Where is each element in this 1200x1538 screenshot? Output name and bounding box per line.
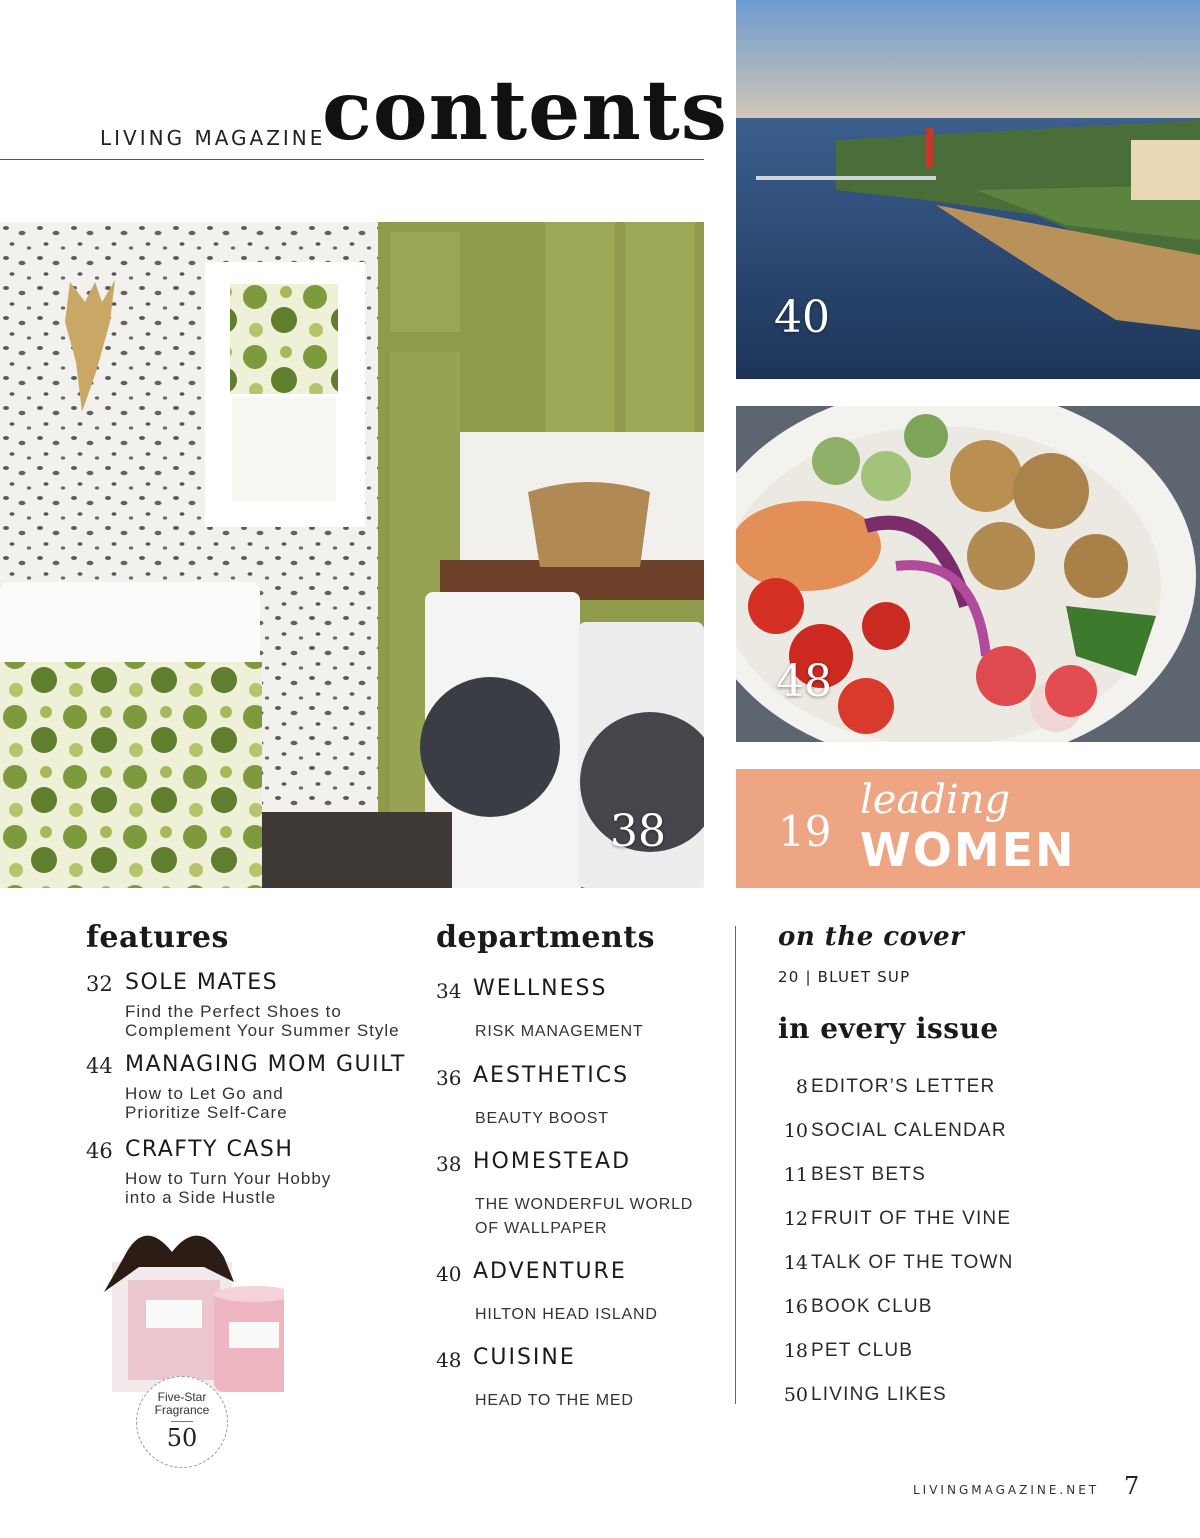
laundry-page-number: 38 (610, 806, 666, 857)
department-title: CUISINE (473, 1345, 576, 1370)
issue-page-number: 12 (783, 1208, 808, 1230)
feature-page-number: 44 (86, 1054, 113, 1078)
cover-story-link[interactable]: 20 | BLUET SUP (778, 968, 911, 986)
department-title: AESTHETICS (473, 1063, 630, 1088)
issue-page-number: 8 (795, 1076, 808, 1098)
issue-page-number: 18 (783, 1340, 808, 1362)
issue-page-number: 14 (783, 1252, 808, 1274)
issue-title: EDITOR’S LETTER (811, 1076, 996, 1097)
issue-title: LIVING LIKES (811, 1384, 947, 1405)
footer-url[interactable]: LIVINGMAGAZINE.NET (913, 1483, 1100, 1497)
department-page-number: 34 (436, 979, 462, 1003)
department-page-number: 48 (436, 1348, 462, 1372)
column-divider (735, 926, 736, 1404)
department-item[interactable] (436, 1345, 716, 1415)
masthead-divider (0, 159, 704, 160)
issue-item[interactable] (776, 1340, 1036, 1366)
leading-women-page-number: 19 (778, 807, 832, 856)
feature-item[interactable] (86, 1137, 426, 1209)
feature-subtitle: How to Turn Your Hobby into a Side Hustle (125, 1169, 332, 1207)
department-title: ADVENTURE (473, 1259, 627, 1284)
leading-women-line1: leading (860, 777, 1011, 823)
issue-title: TALK OF THE TOWN (811, 1252, 1014, 1273)
fragrance-badge-page-number: 50 (166, 1424, 198, 1452)
issue-item[interactable] (776, 1296, 1036, 1322)
department-subtitle: BEAUTY BOOST (475, 1110, 609, 1127)
leading-women-banner[interactable] (736, 769, 1200, 888)
features-heading: features (86, 920, 229, 955)
department-subtitle: THE WONDERFUL WORLD OF WALLPAPER (475, 1196, 694, 1237)
candle-gift-photo[interactable] (84, 1222, 284, 1402)
feature-page-number: 32 (86, 972, 113, 996)
issue-title: BOOK CLUB (811, 1296, 933, 1317)
fragrance-badge-divider (171, 1421, 193, 1422)
laundry-room-photo[interactable] (0, 222, 704, 888)
feature-title: SOLE MATES (125, 970, 279, 995)
department-subtitle: RISK MANAGEMENT (475, 1023, 644, 1040)
issue-item[interactable] (776, 1252, 1036, 1278)
issue-item[interactable] (776, 1120, 1036, 1146)
issue-page-number: 11 (783, 1164, 808, 1186)
department-item[interactable] (436, 1149, 716, 1239)
departments-heading: departments (436, 920, 656, 955)
feature-item[interactable] (86, 1052, 426, 1124)
issue-page-number: 50 (783, 1384, 808, 1406)
page-title: contents (322, 63, 728, 159)
department-item[interactable] (436, 1259, 716, 1329)
aerial-page-number: 40 (774, 292, 830, 343)
issue-title: PET CLUB (811, 1340, 914, 1361)
issue-page-number: 10 (783, 1120, 808, 1142)
footer-page-number: 7 (1124, 1472, 1140, 1500)
issue-title: FRUIT OF THE VINE (811, 1208, 1012, 1229)
department-page-number: 36 (436, 1066, 462, 1090)
issue-item[interactable] (776, 1208, 1036, 1234)
issue-title: BEST BETS (811, 1164, 926, 1185)
issue-item[interactable] (776, 1384, 1036, 1410)
department-item[interactable] (436, 1063, 716, 1133)
department-page-number: 38 (436, 1152, 462, 1176)
feature-item[interactable] (86, 970, 426, 1042)
in-every-issue-heading: in every issue (778, 1012, 999, 1045)
fragrance-badge-label: Five-Star Fragrance (154, 1390, 210, 1417)
feature-title: MANAGING MOM GUILT (125, 1052, 406, 1077)
department-title: WELLNESS (473, 976, 608, 1001)
masthead-label: LIVING MAGAZINE (100, 126, 326, 150)
feature-subtitle: Find the Perfect Shoes to Complement Your Summer Style (125, 1002, 400, 1040)
issue-item[interactable] (776, 1076, 1036, 1102)
issue-title: SOCIAL CALENDAR (811, 1120, 1007, 1141)
laundry-room-illustration (0, 222, 704, 888)
food-page-number: 48 (776, 656, 832, 707)
issue-page-number: 16 (783, 1296, 808, 1318)
department-title: HOMESTEAD (473, 1149, 632, 1174)
department-page-number: 40 (436, 1262, 462, 1286)
fragrance-badge[interactable] (136, 1376, 228, 1468)
issue-item[interactable] (776, 1164, 1036, 1190)
feature-title: CRAFTY CASH (125, 1137, 294, 1162)
department-subtitle: HILTON HEAD ISLAND (475, 1306, 658, 1323)
on-the-cover-heading: on the cover (778, 922, 965, 952)
aerial-harbor-photo[interactable] (736, 0, 1200, 379)
candle-illustration (84, 1222, 284, 1402)
feature-subtitle: How to Let Go and Prioritize Self-Care (125, 1084, 288, 1122)
leading-women-line2: WOMEN (860, 823, 1076, 877)
feature-page-number: 46 (86, 1139, 113, 1163)
mediterranean-bowl-photo[interactable] (736, 406, 1200, 742)
department-subtitle: HEAD TO THE MED (475, 1392, 634, 1409)
department-item[interactable] (436, 976, 716, 1046)
